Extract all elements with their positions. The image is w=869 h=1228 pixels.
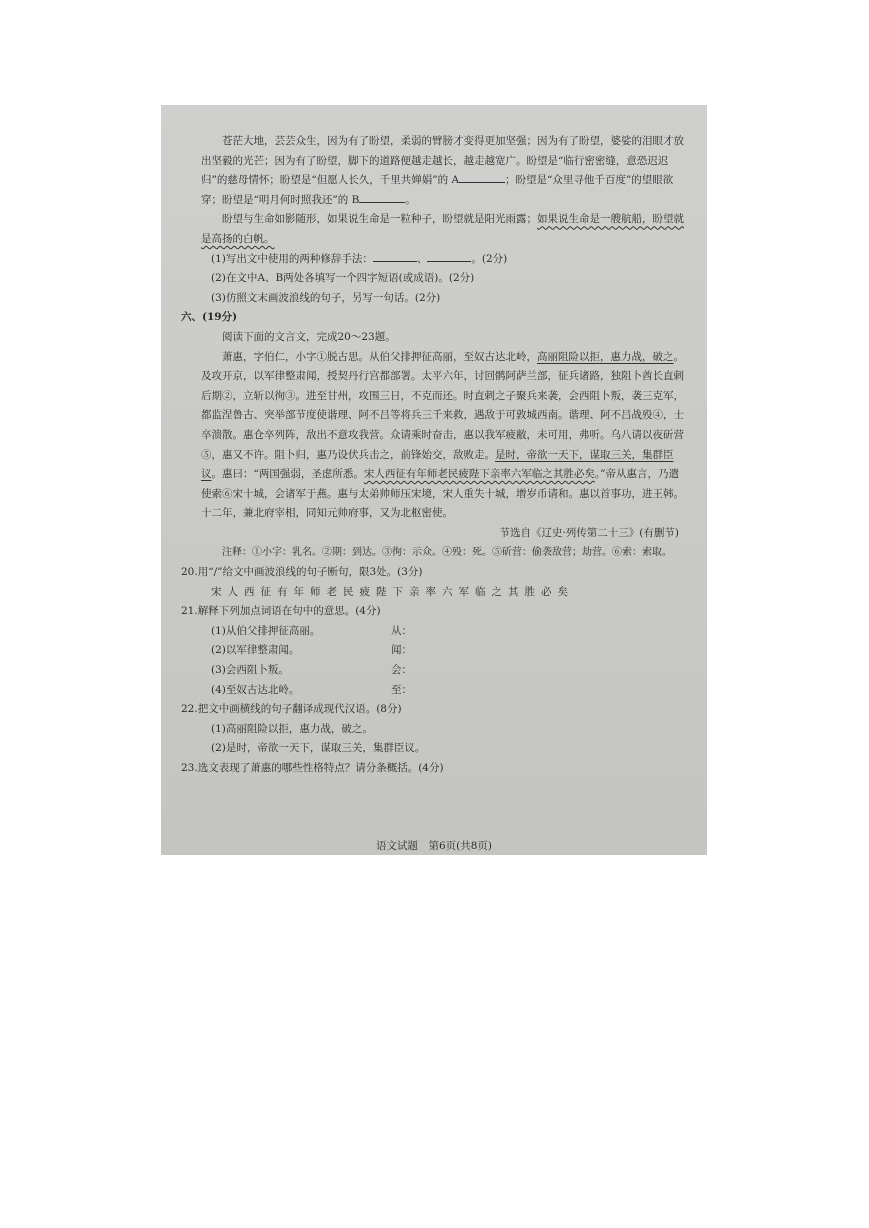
exam-page-photo	[161, 105, 707, 855]
classical-text-part: 萧惠，字伯仁，小字①脱古思。从伯父排押征高丽，至奴古达北岭，	[222, 350, 537, 363]
classical-text-part: 。及攻开京，以军律整肃闻，授契丹行宫都部署。太平六年，讨回鹘阿萨兰部，征兵诸路，独阻卜酋长直剌后期②，立斩以徇③。进至甘州，攻围三日，不克而还。时直剌之子聚兵来袭，会西阻卜叛，袭三克军，都监涅鲁古、突举部节度使谐理、阿不吕等将兵三千来救，遇敌于可敦城西南。谐理、阿不吕战殁④，士卒溃散。惠仓卒列阵，敌出不意攻我营。众请乘时奋击，惠以我军疲敝，未可用，弗听。乌八请以夜斫营⑤，惠又不许。阻卜归，惠乃设伏兵击之，前锋始交，敌败走。	[201, 350, 684, 461]
classical-text-part: 。惠曰：“两国强弱，圣虑所悉。	[211, 468, 364, 481]
question-21-stem: 21.解释下列加点词语在句中的意思。(4分)	[181, 605, 381, 618]
underlined-sentence-2: 是时，帝欲一天下，谋取三关，集群臣议	[201, 448, 674, 481]
item-sentence: (1)从伯父排押征高丽。	[211, 624, 321, 637]
item-word: 从：	[391, 624, 412, 637]
question-20-stem: 20.用“/”给文中画波浪线的句子断句，限3处。(3分)	[181, 566, 423, 579]
question-21-item	[201, 622, 687, 642]
wavy-sentence: 宋人西征有年师老民疲陛下亲率六军临之其胜必矣	[363, 468, 595, 481]
passage-paragraph-2	[201, 210, 687, 249]
answer-blank	[373, 250, 417, 262]
question-text: (1)写出文中使用的两种修辞手法：	[211, 252, 373, 265]
passage-text: ；盼望是	[505, 174, 548, 187]
blank-b	[359, 191, 405, 203]
wavy-sentence: 如果说生命是一艘航船，盼望就是高扬的白帆。	[201, 213, 684, 245]
question-5-3: (3)仿照文末画波浪线的句子，另写一句话。(2分)	[211, 291, 441, 304]
question-21-item	[201, 681, 687, 701]
question-21-item	[201, 661, 687, 681]
item-word: 至：	[391, 683, 412, 696]
classical-text-part: 。”帝从惠言，乃遣使索⑥宋十城，会诸军于燕。惠与太弟帅师压宋境，宋人重失十城，增岁币请和。惠以首事功，进王韩。十二年，兼北府宰相，同知元帅府事，又为北枢密使。	[201, 468, 684, 520]
section-heading: 六、(19分)	[181, 311, 238, 324]
section-intro: 阅读下面的文言文，完成20～23题。	[222, 330, 396, 343]
question-5-2: (2)在文中A、B两处各填写一个四字短语(或成语)。(2分)	[211, 272, 475, 285]
passage-text: 盼望与生命如影随形，如果说生命是一粒种子，盼望就是阳光雨露；	[222, 213, 537, 226]
answer-blank	[427, 250, 471, 262]
question-22-stem: 22.把文中画横线的句子翻译成现代汉语。(8分)	[181, 703, 402, 716]
question-21-item	[201, 641, 687, 661]
question-22-sentence-2: (2)是时，帝欲一天下，谋取三关，集群臣议。	[211, 742, 426, 755]
question-5-1	[201, 250, 687, 270]
annotations: 注释：①小字：乳名。②期：到达。③徇：示众。④殁：死。⑤斫营：偷袭敌营；劫营。⑥索：索取。	[222, 547, 672, 559]
item-sentence: (3)会西阻卜叛。	[211, 664, 289, 677]
score: 。(2分)	[471, 252, 508, 265]
item-word: 会：	[391, 664, 412, 677]
question-22-sentence-1: (1)高丽阻险以拒，惠力战，破之。	[211, 722, 373, 735]
underlined-sentence-1: 高丽阻险以拒，惠力战，破之	[537, 350, 674, 363]
question-23-stem: 23.选文表现了萧惠的哪些性格特点？请分条概括。(4分)	[181, 762, 444, 774]
passage-text: 。	[405, 193, 416, 206]
passage-text: 苍茫大地，芸芸众生，因为有了盼望，柔弱的臂膀才变得更加坚强；因为有了盼望，婆娑的泪眼才放出坚毅的光芒；因为有了盼望，脚下的道路便越走越长，越走越宽广。盼望是“临行密密缝，意恐迟迟归”的慈母情怀；盼望是“但愿人长久，千里共婵娟”的 A	[201, 135, 684, 187]
blank-a	[459, 171, 505, 183]
separator: 、	[416, 252, 428, 265]
item-sentence: (4)至奴古达北岭。	[211, 683, 300, 696]
source-citation: 节选自《辽史·列传第二十三》(有删节)	[499, 526, 679, 539]
item-sentence: (2)以军律整肃闻。	[211, 644, 300, 657]
classical-text	[201, 348, 687, 524]
page-footer: 语文试题 第6页(共8页)	[375, 840, 493, 852]
passage-paragraph-1	[201, 132, 687, 210]
item-word: 闻：	[391, 644, 412, 657]
question-20-sentence: 宋人西征有年师老民疲陛下亲率六军临之其胜必矣	[211, 585, 574, 598]
passage-text: “众里寻他千百度”的望眼欲穿；盼望是“明月何时照我还”的 B	[201, 174, 674, 206]
